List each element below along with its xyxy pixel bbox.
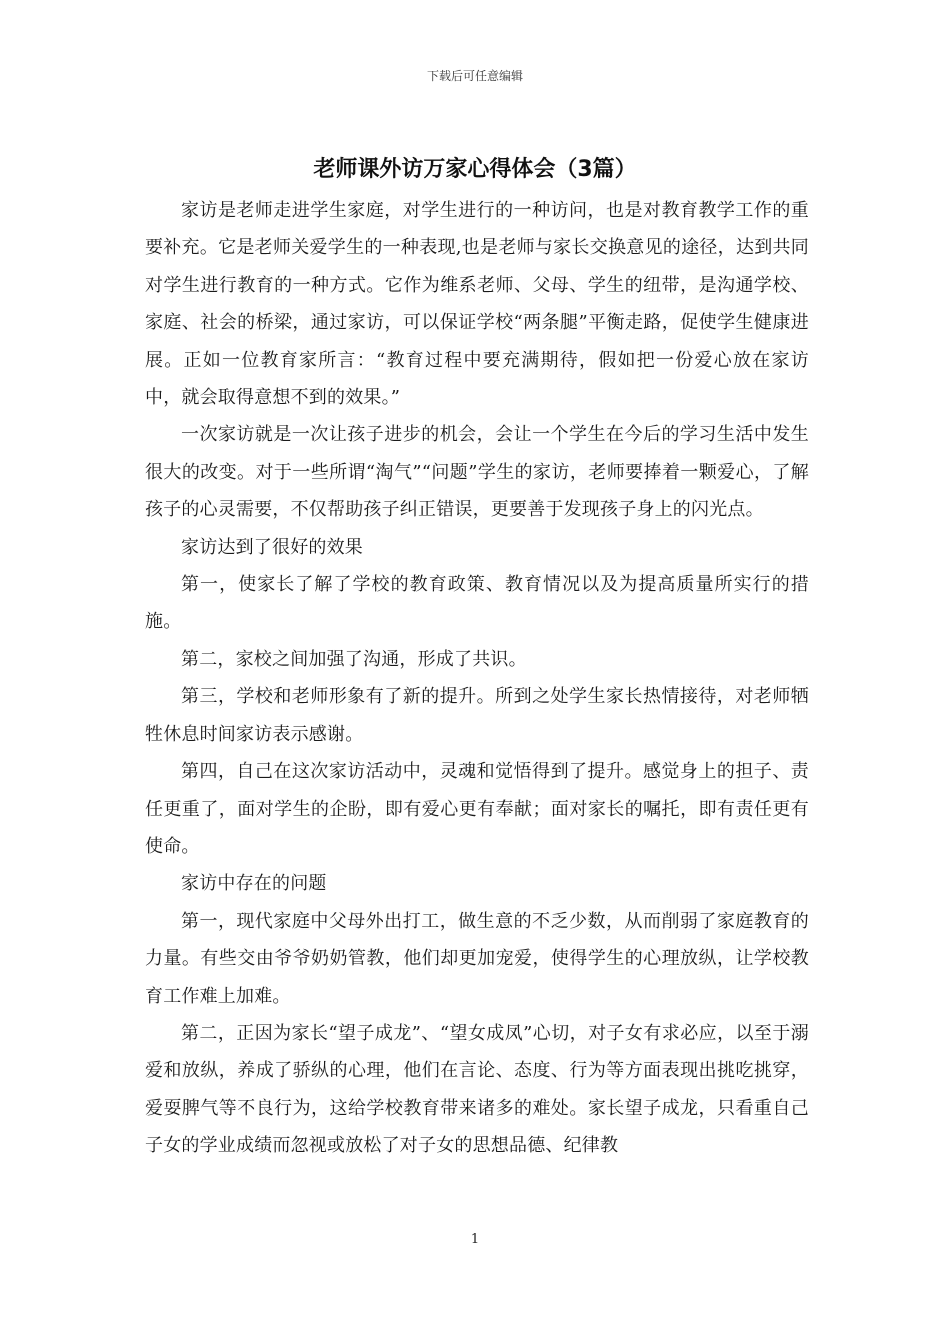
paragraph-opportunity: 一次家访就是一次让孩子进步的机会，会让一个学生在今后的学习生活中发生很大的改变。对于一些所谓“淘气”“问题”学生的家访，老师要捧着一颗爱心，了解孩子的心灵需要，不仅帮助孩子纠正错误，更要善于发现孩子身上的闪光点。 xyxy=(145,424,809,521)
document-title: 老师课外访万家心得体会（3篇） xyxy=(313,157,637,182)
page-header-note: 下载后可任意编辑 xyxy=(426,69,523,83)
paragraph-intro: 家访是老师走进学生家庭，对学生进行的一种访问，也是对教育教学工作的重要补充。它是老师关爱学生的一种表现,也是老师与家长交换意见的途径，达到共同对学生进行教育的一种方式。它作为维系老师、父母、学生的纽带，是沟通学校、家庭、社会的桥梁，通过家访，可以保证学校“两条腿”平衡走路，促使学生健康进展。正如一位教育家所言：“教育过程中要充满期待，假如把一份爱心放在家访中，就会取得意想不到的效果。” xyxy=(145,200,809,409)
paragraph-effect-1: 第一，使家长了解了学校的教育政策、教育情况以及为提高质量所实行的措施。 xyxy=(145,574,809,633)
paragraph-problem-1: 第一，现代家庭中父母外出打工，做生意的不乏少数，从而削弱了家庭教育的力量。有些交由爷爷奶奶管教，他们却更加宠爱，使得学生的心理放纵，让学校教育工作难上加难。 xyxy=(145,910,809,1007)
paragraph-effect-2: 第二，家校之间加强了沟通，形成了共识。 xyxy=(181,648,527,670)
paragraph-problem-2: 第二，正因为家长“望子成龙”、“望女成凤”心切，对子女有求必应，以至于溺爱和放纵，养成了骄纵的心理，他们在言论、态度、行为等方面表现出挑吃挑穿，爱耍脾气等不良行为，这给学校教育带来诸多的难处。家长望子成龙，只看重自己子女的学业成绩而忽视或放松了对子女的思想品德、纪律教 xyxy=(145,1022,809,1157)
page-number: 1 xyxy=(470,1232,480,1247)
section-heading-problems: 家访中存在的问题 xyxy=(181,873,327,895)
paragraph-effect-3: 第三，学校和老师形象有了新的提升。所到之处学生家长热情接待，对老师牺牲休息时间家访表示感谢。 xyxy=(145,686,809,745)
paragraph-effect-4: 第四，自己在这次家访活动中，灵魂和觉悟得到了提升。感觉身上的担子、责任更重了，面对学生的企盼，即有爱心更有奉献；面对家长的嘱托，即有责任更有使命。 xyxy=(145,761,809,857)
document-body xyxy=(145,192,809,1165)
section-heading-effects: 家访达到了很好的效果 xyxy=(181,536,363,558)
